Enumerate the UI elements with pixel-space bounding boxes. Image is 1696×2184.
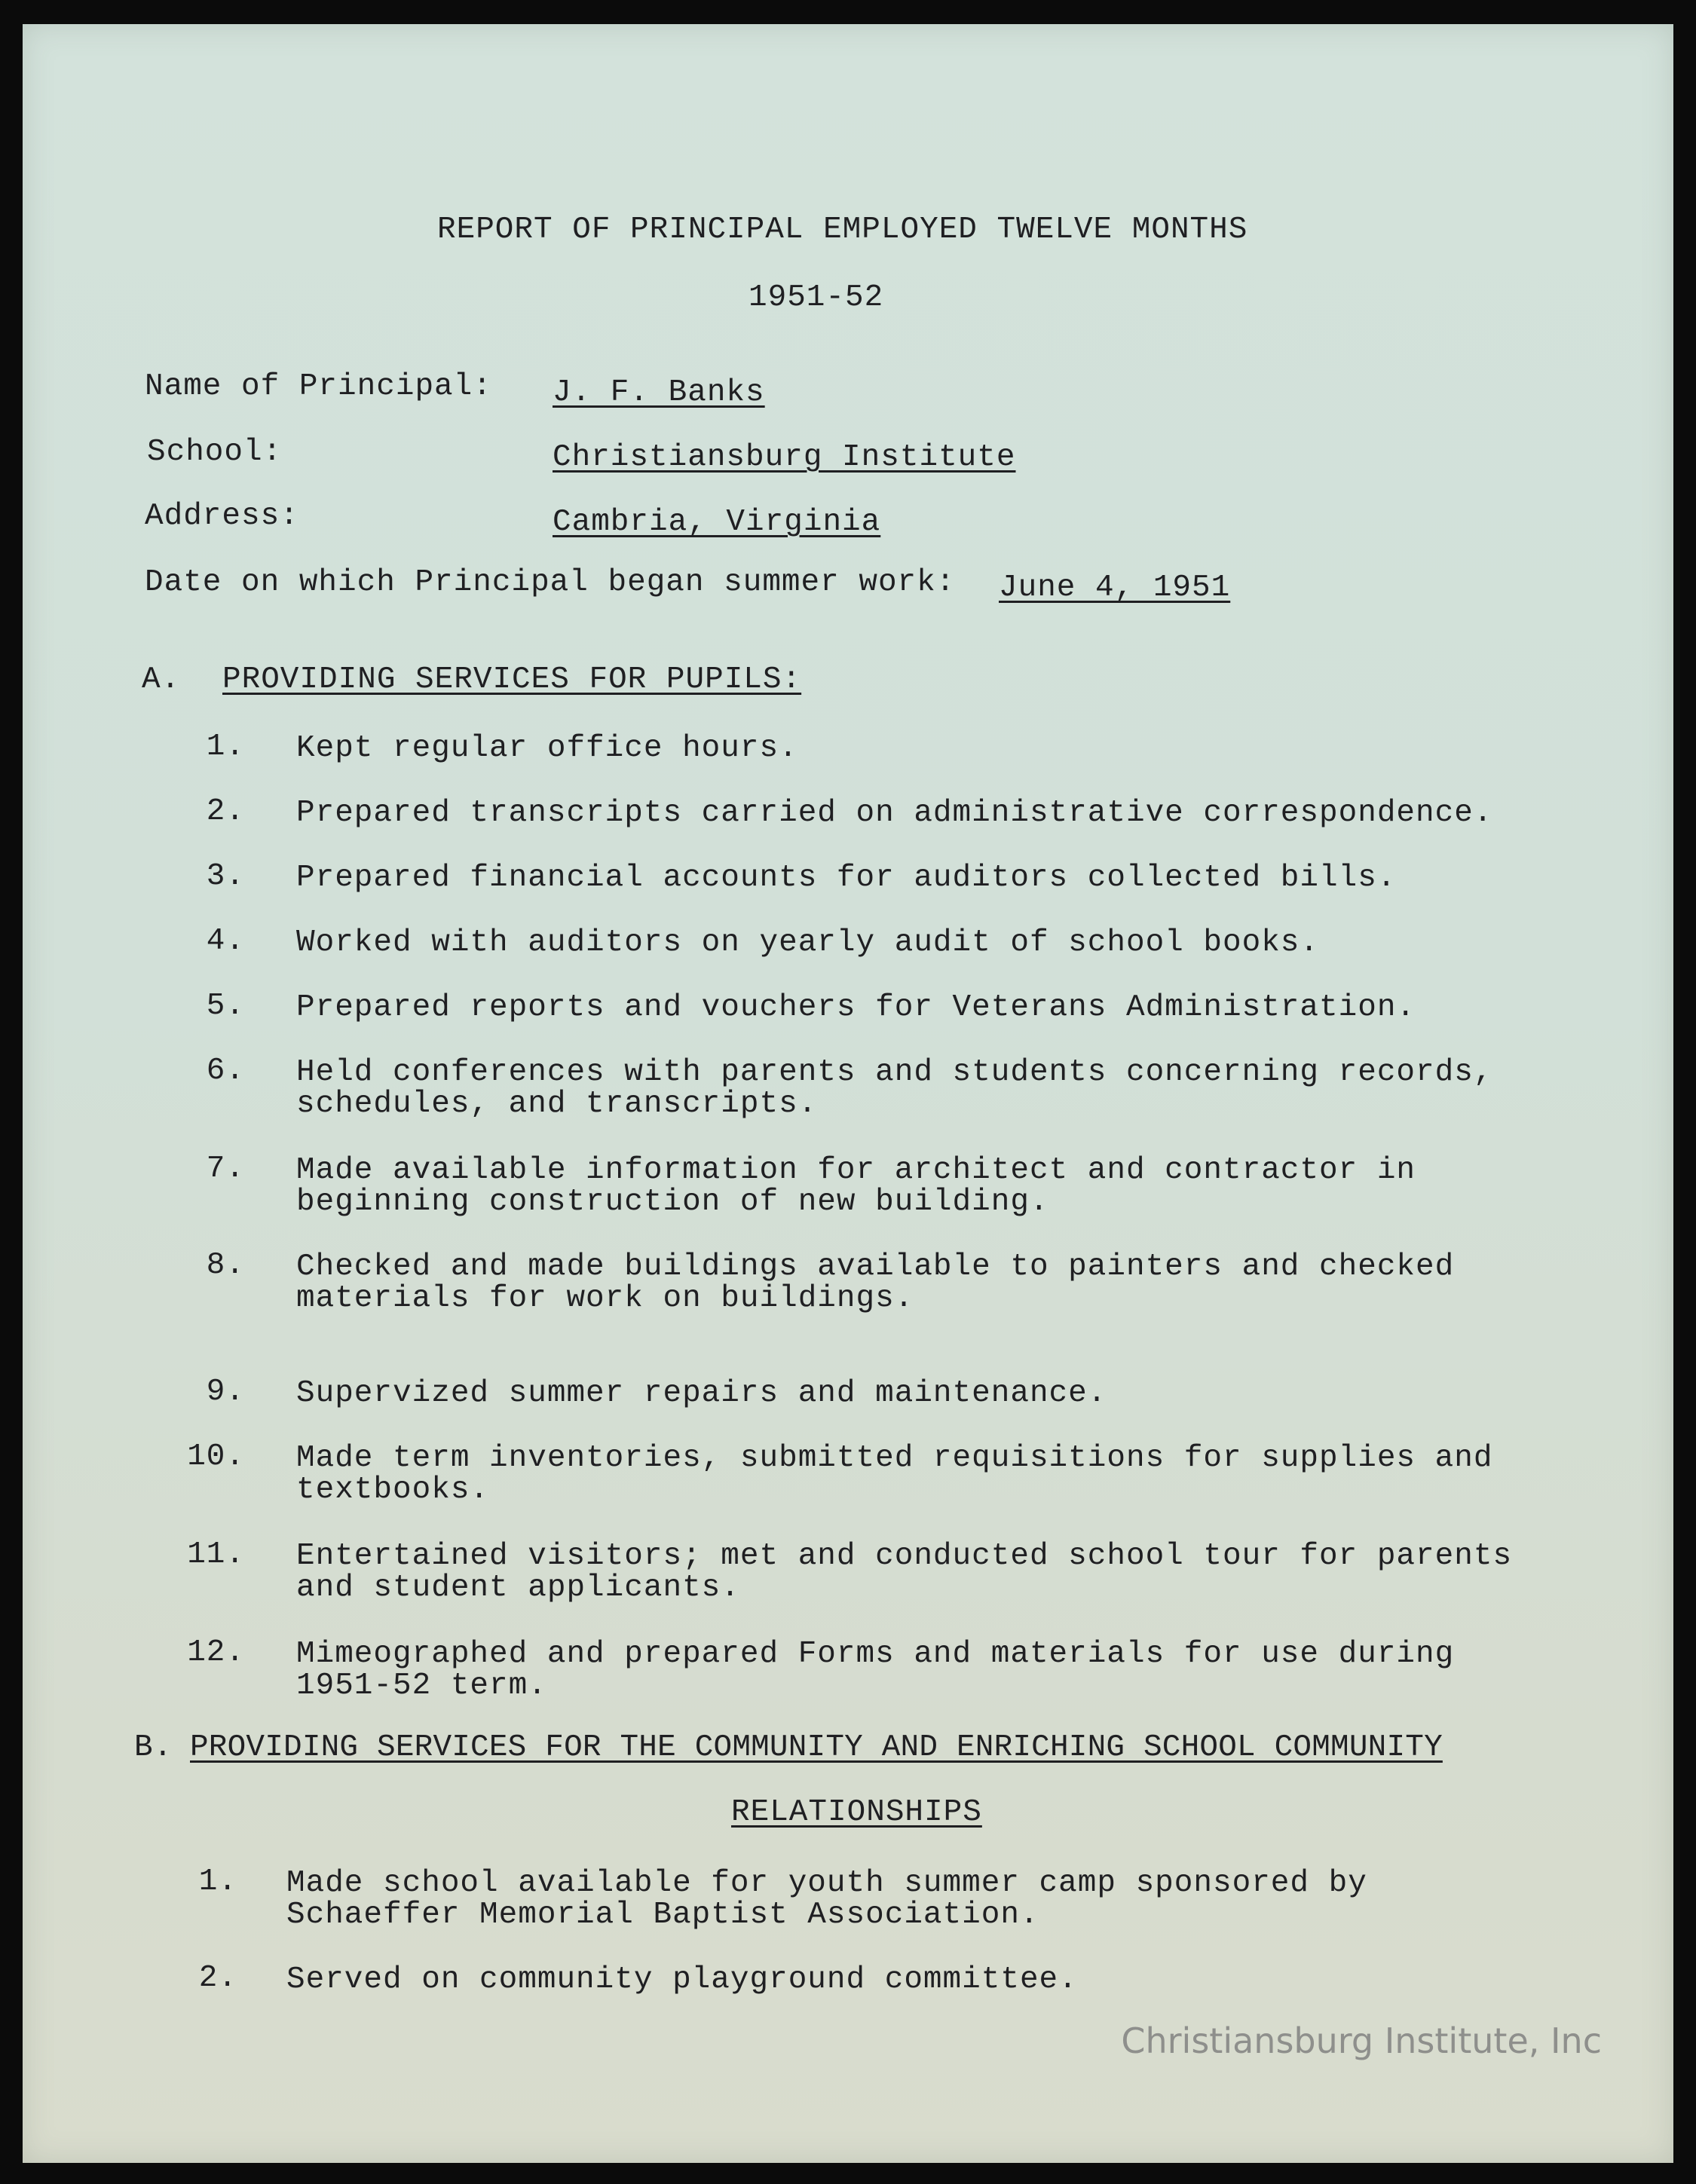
list-item: Made available information for architect and contractor in xyxy=(296,1153,1416,1188)
report-year: 1951-52 xyxy=(749,280,884,315)
list-item-number: 6. xyxy=(206,1054,245,1088)
watermark-text: Christiansburg Institute, Inc xyxy=(1121,2020,1602,2061)
list-item: Supervized summer repairs and maintenance. xyxy=(296,1376,1107,1411)
list-item: Checked and made buildings available to painters and checked xyxy=(296,1250,1455,1284)
list-item-continuation: materials for work on buildings. xyxy=(296,1281,914,1316)
section-a-letter: A. xyxy=(142,662,181,697)
section-a-title: PROVIDING SERVICES FOR PUPILS: xyxy=(222,662,802,697)
list-item-continuation: and student applicants. xyxy=(296,1571,740,1605)
address-label: Address: xyxy=(145,499,299,534)
list-item-number: 5. xyxy=(206,989,245,1023)
address-value: Cambria, Virginia xyxy=(553,505,881,540)
section-b-letter: B. xyxy=(134,1730,173,1765)
list-item: Prepared financial accounts for auditors collected bills. xyxy=(296,861,1397,895)
list-item-number: 2. xyxy=(206,794,245,829)
school-value: Christiansburg Institute xyxy=(553,440,1016,475)
principal-label: Name of Principal: xyxy=(145,369,492,404)
date-value: June 4, 1951 xyxy=(999,570,1231,605)
list-item-number: 2. xyxy=(198,1961,237,1996)
list-item: Made term inventories, submitted requisitions for supplies and xyxy=(296,1441,1493,1476)
list-item: Held conferences with parents and students concerning records, xyxy=(296,1055,1493,1090)
list-item: Prepared reports and vouchers for Veterans Administration. xyxy=(296,990,1416,1025)
list-item-number: 12. xyxy=(187,1635,245,1670)
list-item-number: 4. xyxy=(206,924,245,959)
list-item: Prepared transcripts carried on administrative correspondence. xyxy=(296,796,1493,830)
list-item-number: 7. xyxy=(206,1152,245,1186)
list-item-number: 1. xyxy=(206,730,245,764)
list-item-number: 3. xyxy=(206,859,245,894)
date-label: Date on which Principal began summer work: xyxy=(145,565,956,600)
list-item: Mimeographed and prepared Forms and materials for use during xyxy=(296,1637,1455,1672)
report-title: REPORT OF PRINCIPAL EMPLOYED TWELVE MONTHS xyxy=(437,213,1248,247)
list-item: Entertained visitors; met and conducted school tour for parents xyxy=(296,1539,1513,1574)
list-item-number: 8. xyxy=(206,1248,245,1283)
list-item-continuation: beginning construction of new building. xyxy=(296,1185,1049,1219)
list-item: Worked with auditors on yearly audit of school books. xyxy=(296,925,1320,960)
list-item-continuation: 1951-52 term. xyxy=(296,1669,547,1703)
section-b-title-continuation: RELATIONSHIPS xyxy=(731,1795,982,1830)
list-item-continuation: schedules, and transcripts. xyxy=(296,1087,818,1121)
section-b-title: PROVIDING SERVICES FOR THE COMMUNITY AND ENRICHING SCHOOL COMMUNITY xyxy=(190,1730,1443,1765)
document-page xyxy=(23,24,1673,2163)
list-item-continuation: Schaeffer Memorial Baptist Association. xyxy=(286,1898,1039,1932)
list-item-number: 10. xyxy=(187,1439,245,1474)
list-item-number: 1. xyxy=(198,1864,237,1899)
list-item: Kept regular office hours. xyxy=(296,731,798,766)
list-item: Served on community playground committee. xyxy=(286,1962,1078,1997)
list-item-number: 9. xyxy=(206,1375,245,1409)
list-item-number: 11. xyxy=(187,1537,245,1572)
list-item-continuation: textbooks. xyxy=(296,1473,490,1507)
school-label: School: xyxy=(147,435,283,470)
list-item: Made school available for youth summer camp sponsored by xyxy=(286,1866,1367,1901)
principal-value: J. F. Banks xyxy=(553,375,765,410)
